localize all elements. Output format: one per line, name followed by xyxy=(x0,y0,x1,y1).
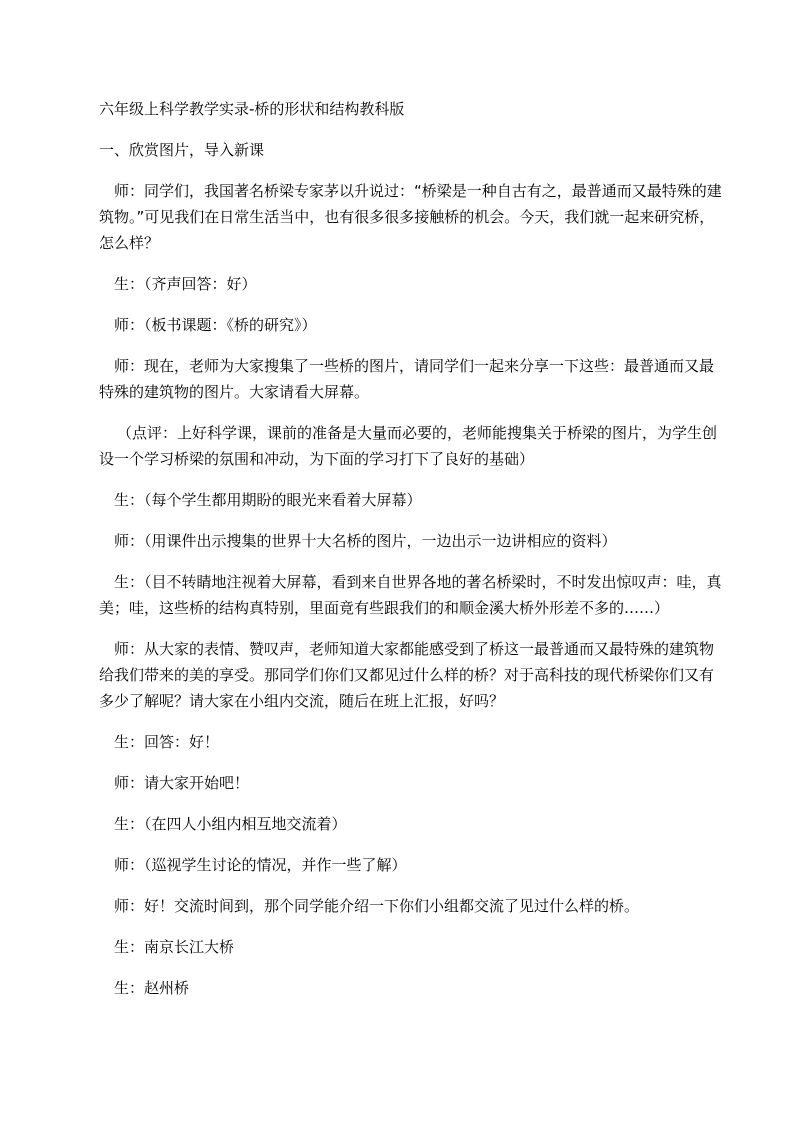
paragraph: 生：南京长江大桥 xyxy=(114,938,235,956)
paragraph: 师：好！交流时间到，那个同学能介绍一下你们小组都交流了见过什么样的桥。 xyxy=(114,897,640,915)
paragraph: 师：请大家开始吧！ xyxy=(114,774,250,792)
paragraph: 生：（目不转睛地注视着大屏幕，看到来自世界各地的著名桥梁时，不时发出惊叹声：哇，真美；哇，这些桥的结构真特别，里面竟有些跟我们的和顺金溪大桥外形差不多的……） xyxy=(99,573,722,617)
document-body xyxy=(99,96,725,1016)
paragraph: 生：（每个学生都用期盼的眼光来看着大屏幕） xyxy=(114,491,422,509)
commentary-paragraph: （点评：上好科学课，课前的准备是大量而必要的，老师能搜集关于桥梁的图片，为学生创设一个学习桥梁的氛围和冲动，为下面的学习打下了良好的基础） xyxy=(99,424,718,468)
paragraph: 师：从大家的表情、赞叹声，老师知道大家都能感受到了桥这一最普通而又最特殊的建筑物给我们带来的美的享受。那同学们你们又都见过什么样的桥？对于高科技的现代桥梁你们又有多少了解呢？请大家在小组内交流，随后在班上汇报，好吗？ xyxy=(99,640,715,710)
paragraph: 师：（巡视学生讨论的情况，并作一些了解） xyxy=(114,856,407,874)
paragraph: 师：（板书课题：《桥的研究》） xyxy=(114,316,317,334)
paragraph: 师：现在，老师为大家搜集了一些桥的图片，请同学们一起来分享一下这些：最普通而又最特殊的建筑物的图片。大家请看大屏幕。 xyxy=(99,357,715,401)
paragraph: 生：（齐声回答：好） xyxy=(114,275,257,293)
paragraph: 生：（在四人小组内相互地交流着） xyxy=(114,815,347,833)
paragraph: 师：同学们，我国著名桥梁专家茅以升说过：“桥梁是一种自古有之，最普通而又最特殊的建筑物。”可见我们在日常生活当中，也有很多很多接触桥的机会。今天，我们就一起来研究桥，怎么样？ xyxy=(99,182,722,252)
document-title: 六年级上科学教学实录-桥的形状和结构教科版 xyxy=(99,100,405,118)
paragraph: 师：（用课件出示搜集的世界十大名桥的图片，一边出示一边讲相应的资料） xyxy=(114,532,617,550)
paragraph: 生：回答：好！ xyxy=(114,733,220,751)
section-heading: 一、欣赏图片，导入新课 xyxy=(99,141,265,159)
paragraph: 生：赵州桥 xyxy=(114,979,190,997)
